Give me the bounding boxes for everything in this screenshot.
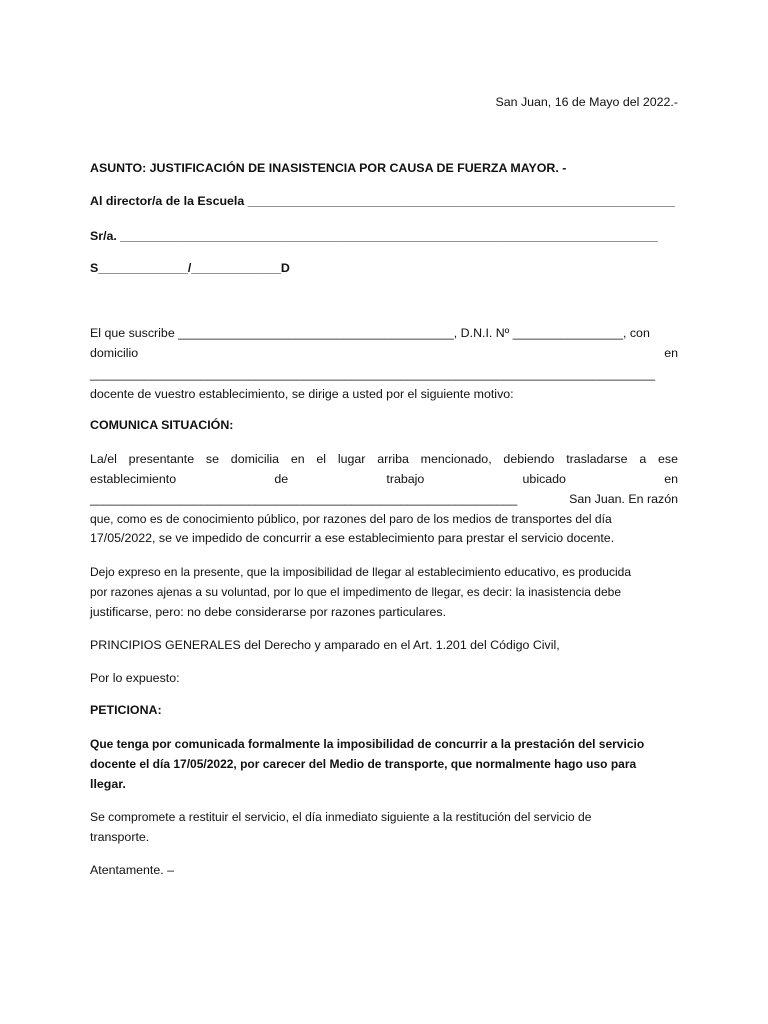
p2-word: de (274, 472, 289, 486)
p1-line-2 (90, 343, 678, 363)
p4-line-2: docente el día 17/05/2022, por carecer del Medio de transporte, que normalmente hago uso para (90, 757, 637, 771)
p5-line-1: Se compromete a restituir el servicio, el día inmediato siguiente a la restitución del servicio de (90, 810, 592, 824)
p1-line-1: El que suscribe ________________________________________, D.N.I. Nº ________________, con (90, 326, 650, 340)
p2-word: en (664, 472, 678, 486)
peticiona-heading: PETICIONA: (90, 703, 162, 717)
p2-line-5: 17/05/2022, se ve impedido de concurrir a ese establecimiento para prestar el servicio docente. (90, 531, 615, 545)
p1-domicilio: domicilio (90, 346, 139, 360)
sra-line: Sr/a. ______________________________________________________________________________ (90, 229, 658, 243)
comunica-heading: COMUNICA SITUACIÓN: (90, 418, 234, 432)
expuesto-line: Por lo expuesto: (90, 671, 180, 685)
p2-word: establecimiento (90, 472, 177, 486)
principios-line: PRINCIPIOS GENERALES del Derecho y amparado en el Art. 1.201 del Código Civil, (90, 638, 560, 652)
date-line: San Juan, 16 de Mayo del 2022.- (495, 95, 678, 109)
p4-line-3: llegar. (90, 777, 126, 791)
p2-line-1 (90, 449, 678, 469)
sd-line: S_____________/_____________D (90, 261, 290, 275)
director-line: Al director/a de la Escuela ______________________________________________________________ (90, 194, 675, 208)
p1-en: en (664, 346, 678, 360)
p4-line-1: Que tenga por comunicada formalmente la imposibilidad de concurrir a la prestación del servicio (90, 737, 645, 751)
p2-blank: ______________________________________________________________ (90, 492, 518, 506)
closing-line: Atentamente. – (90, 863, 175, 877)
p1-line-3: __________________________________________________________________________________ (90, 367, 656, 381)
p2-word: trabajo (386, 472, 425, 486)
p3-line-2: por razones ajenas a su voluntad, por lo que el impedimento de llegar, es decir: la inasistencia debe (90, 585, 621, 599)
p2-line-1-text: La/el presentante se domicilia en el lugar arriba mencionado, debiendo trasladarse a ese (90, 452, 678, 466)
p3-line-3: justificarse, pero: no debe considerarse por razones particulares. (90, 605, 447, 619)
p3-line-1: Dejo expreso en la presente, que la imposibilidad de llegar al establecimiento educativo, es producida (90, 565, 631, 579)
p2-line-4: que, como es de conocimiento público, por razones del paro de los medios de transportes del día (90, 512, 612, 526)
p2-word: ubicado (522, 472, 566, 486)
p1-line-4: docente de vuestro establecimiento, se dirige a usted por el siguiente motivo: (90, 387, 514, 401)
p2-san-juan: San Juan. En razón (569, 492, 678, 506)
subject-line: ASUNTO: JUSTIFICACIÓN DE INASISTENCIA POR CAUSA DE FUERZA MAYOR. - (90, 161, 567, 175)
p2-line-2 (90, 469, 678, 489)
p5-line-2: transporte. (90, 830, 150, 844)
p2-line-3 (90, 489, 678, 509)
